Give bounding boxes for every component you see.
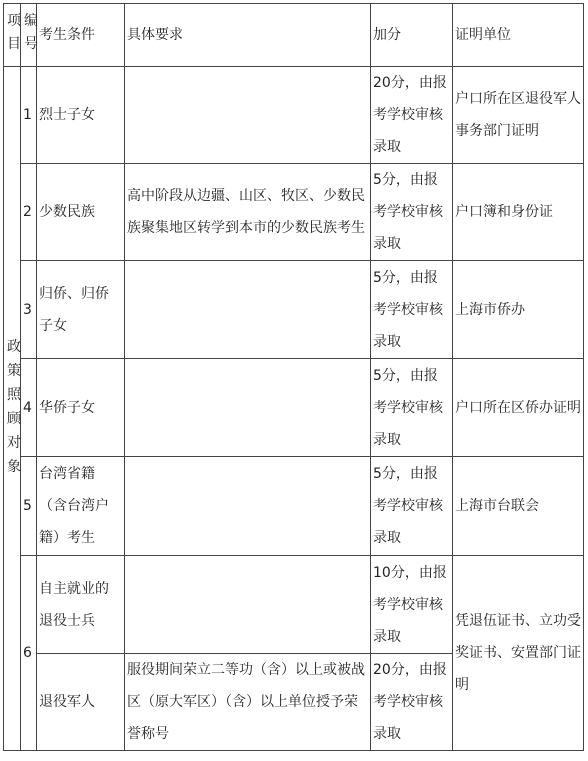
header-condition: 考生条件: [37, 4, 125, 67]
requirement-cell: 高中阶段从边疆、山区、牧区、少数民族聚集地区转学到本市的少数民族考生: [125, 164, 371, 261]
table-row: [4, 556, 584, 654]
condition-cell: 华侨子女: [37, 359, 125, 457]
header-requirement: 具体要求: [125, 4, 371, 67]
table-row: [4, 261, 584, 359]
certifier-cell: 户口所在区侨办证明: [453, 359, 584, 457]
certifier-cell: 上海市侨办: [453, 261, 584, 359]
condition-cell: 台湾省籍（含台湾户籍）考生: [37, 457, 125, 556]
certifier-cell: 上海市台联会: [453, 457, 584, 556]
policy-table: [3, 3, 584, 751]
row-number: 5: [21, 457, 37, 556]
header-bonus: 加分: [371, 4, 453, 67]
condition-cell: 退役军人: [37, 654, 125, 751]
header-category: 项目: [4, 4, 21, 67]
bonus-cell: 5分，由报考学校审核录取: [371, 261, 453, 359]
header-certifier: 证明单位: [453, 4, 584, 67]
requirement-cell: [125, 261, 371, 359]
row-number: 1: [21, 67, 37, 164]
requirement-cell: [125, 359, 371, 457]
bonus-cell: 5分，由报考学校审核录取: [371, 457, 453, 556]
row-number: 3: [21, 261, 37, 359]
bonus-cell: 5分，由报考学校审核录取: [371, 359, 453, 457]
bonus-cell: 10分，由报考学校审核录取: [371, 556, 453, 654]
header-row: [4, 4, 584, 67]
requirement-cell: [125, 556, 371, 654]
certifier-cell: 户口所在区退役军人事务部门证明: [453, 67, 584, 164]
requirement-cell: [125, 67, 371, 164]
condition-cell: 烈士子女: [37, 67, 125, 164]
condition-cell: 少数民族: [37, 164, 125, 261]
table-row: [4, 457, 584, 556]
table-row: [4, 359, 584, 457]
certifier-cell: 凭退伍证书、立功受奖证书、安置部门证明: [453, 556, 584, 751]
row-number: 4: [21, 359, 37, 457]
header-number: 编号: [21, 4, 37, 67]
condition-cell: 归侨、归侨子女: [37, 261, 125, 359]
requirement-cell: 服役期间荣立二等功（含）以上或被战区（原大军区）（含）以上单位授予荣誉称号: [125, 654, 371, 751]
bonus-cell: 5分，由报考学校审核录取: [371, 164, 453, 261]
row-number: 6: [21, 556, 37, 751]
certifier-cell: 户口簿和身份证: [453, 164, 584, 261]
bonus-cell: 20分，由报考学校审核录取: [371, 654, 453, 751]
bonus-cell: 20分，由报考学校审核录取: [371, 67, 453, 164]
condition-cell: 自主就业的退役士兵: [37, 556, 125, 654]
category-cell: 政策照顾对象: [4, 67, 21, 751]
row-number: 2: [21, 164, 37, 261]
requirement-cell: [125, 457, 371, 556]
table-row: [4, 67, 584, 164]
table-row: [4, 164, 584, 261]
